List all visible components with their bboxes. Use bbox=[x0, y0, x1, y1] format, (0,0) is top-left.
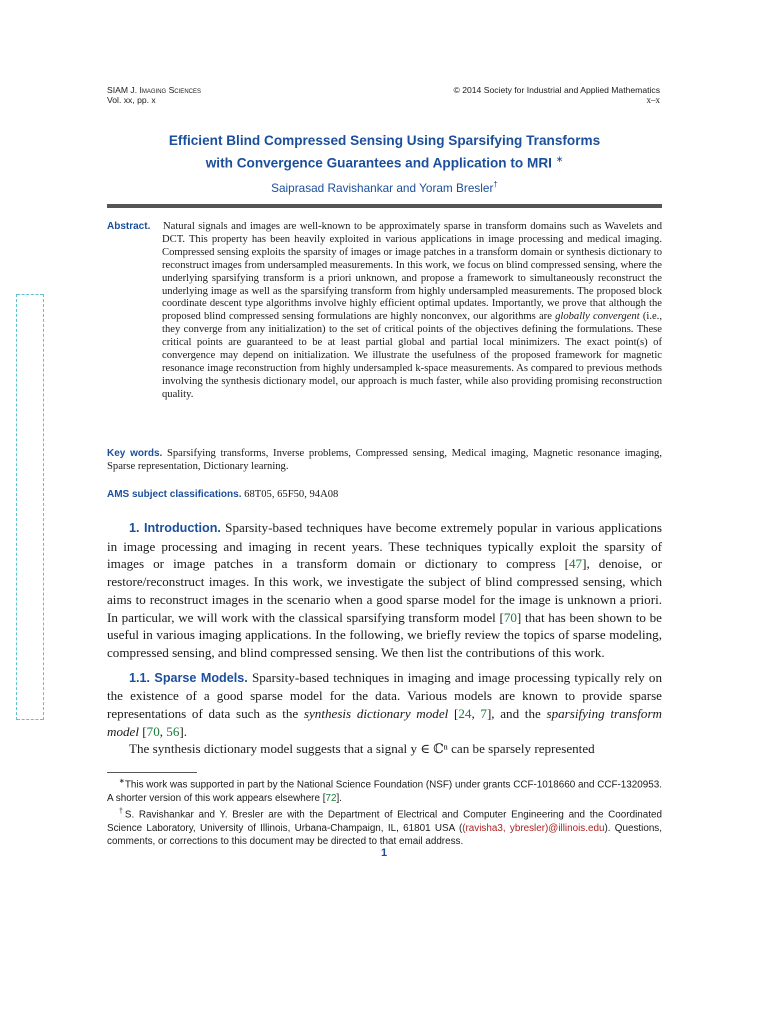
footnote-rule bbox=[107, 772, 197, 773]
section-heading-introduction: 1. Introduction. bbox=[129, 521, 221, 535]
intro-p1-text-b: ], denoise, or restore/reconstruct images. In this work, we investigate the subject of blind compressed sensing, which aims to reconstruct images in the scenario when a good sparse model for the image is unknown a priori. In particular, we will work with the classical sparsifying transform model [ bbox=[107, 556, 663, 625]
author-names: Saiprasad Ravishankar and Yoram Bresler bbox=[271, 180, 494, 195]
title-footnote-mark: ∗ bbox=[555, 154, 564, 164]
intro-p2-text-e: [ bbox=[139, 723, 147, 739]
intro-paragraph-2 bbox=[107, 669, 662, 741]
ams-label: AMS subject classifications. bbox=[107, 489, 242, 500]
citation-link-72[interactable]: 72 bbox=[325, 792, 337, 804]
keywords-label: Key words. bbox=[107, 448, 163, 459]
citation-link-70[interactable]: 70 bbox=[503, 609, 517, 625]
copyright-notice: © 2014 Society for Industrial and Applied Mathematics bbox=[453, 85, 660, 95]
intro-p2-text-b: [ bbox=[448, 706, 459, 722]
footnote-2-mark: † bbox=[119, 808, 125, 816]
citation-link-56[interactable]: 56 bbox=[166, 723, 180, 739]
subsection-heading-sparse-models: 1.1. Sparse Models. bbox=[129, 670, 248, 685]
footnotes-block bbox=[107, 775, 662, 849]
intro-p2-text-g: ]. bbox=[179, 723, 188, 739]
footnote-2-text-a: S. Ravishankar and Y. Bresler are with the Department of Electrical and Computer Engineering and the Coordinated Science Laboratory, University of Illinois, Urbana-Champaign, IL, 61801 USA ( bbox=[107, 809, 662, 834]
introduction-section bbox=[107, 519, 662, 758]
ams-codes: 68T05, 65F50, 94A08 bbox=[244, 489, 339, 500]
abstract-label: Abstract. bbox=[107, 221, 151, 232]
citation-link-47[interactable]: 47 bbox=[569, 556, 583, 572]
annotation-margin-box bbox=[16, 294, 44, 720]
title-line-2: with Convergence Guarantees and Application to MRI bbox=[205, 155, 552, 171]
intro-paragraph-3: The synthesis dictionary model suggests that a signal y ∈ ℂⁿ can be sparsely represented bbox=[129, 741, 595, 757]
paper-title bbox=[107, 132, 662, 173]
intro-p2-text-d: ], and the bbox=[486, 706, 547, 722]
abstract-text-part-2: (i.e., they converge from any initialization) to the set of critical points of the objectives defining the formulations. These critical points are guaranteed to be at least partial global and partial local minimizers. The exact point(s) of convergence may depend on initialization. We illustrate the usefulness of the proposed framework for magnetic resonance image reconstruction from highly undersampled k-space measurements. As compared to previous methods involving the synthesis dictionary model, our approach is much faster, while also providing promising reconstruction quality. bbox=[162, 311, 662, 400]
abstract-text bbox=[162, 221, 662, 402]
citation-link-7[interactable]: 7 bbox=[480, 706, 487, 722]
title-line-1: Efficient Blind Compressed Sensing Using Sparsifying Transforms bbox=[168, 133, 601, 148]
footnote-2 bbox=[107, 805, 662, 849]
footnote-1-text-b: ]. bbox=[336, 792, 342, 804]
journal-name: SIAM J. Imaging Sciences bbox=[107, 85, 201, 95]
volume-info: Vol. xx, pp. x bbox=[107, 95, 156, 105]
author-footnote-mark: † bbox=[493, 180, 498, 189]
intro-p1-text-c: ] that has been shown to be useful in various imaging applications. In the following, we briefly review the topics of sparse modeling, compressed sensing, and blind compressed sensing. We then list the contributions of this work. bbox=[107, 609, 662, 660]
author-line bbox=[107, 180, 662, 195]
footnote-1-mark: ∗ bbox=[119, 778, 125, 785]
abstract-emphasis: globally convergent bbox=[555, 311, 640, 323]
intro-p2-text-a: Sparsity-based techniques in imaging and image processing typically rely on the existence of a good sparse model for the data. Various models are known to provide sparse representations of data such as the bbox=[107, 669, 662, 722]
intro-p2-text-c: , bbox=[471, 706, 481, 722]
running-header-left bbox=[107, 85, 201, 105]
title-rule bbox=[107, 204, 662, 208]
keywords-block bbox=[107, 448, 662, 474]
footnote-1 bbox=[107, 775, 662, 805]
email-link[interactable]: (ravisha3, ybresler)@illinois.edu bbox=[462, 822, 605, 834]
keywords-text: Sparsifying transforms, Inverse problems, Compressed sensing, Medical imaging, Magnetic resonance imaging, Sparse representation, Dictionary learning. bbox=[107, 448, 662, 472]
page-number: 1 bbox=[380, 847, 388, 859]
citation-link-24[interactable]: 24 bbox=[458, 706, 472, 722]
page-range: x–x bbox=[646, 95, 660, 105]
running-header-right bbox=[454, 85, 661, 105]
ams-classification bbox=[107, 488, 662, 501]
intro-paragraph-1 bbox=[107, 519, 662, 662]
intro-p1-text-a: Sparsity-based techniques have become extremely popular in various applications in image processing and imaging in recent years. These techniques typically exploit the sparsity of images or image patches in a transform domain or dictionary to compress [ bbox=[107, 520, 662, 572]
intro-p2-text-f: , bbox=[159, 723, 167, 739]
abstract-block bbox=[107, 221, 662, 402]
intro-p2-emphasis-1: synthesis dictionary model bbox=[303, 706, 449, 722]
footnote-1-text-a: This work was supported in part by the National Science Foundation (NSF) under grants CCF-1018660 and CCF-1320953. A shorter version of this work appears elsewhere [ bbox=[107, 779, 662, 804]
intro-p2-emphasis-2: sparsifying transform model bbox=[107, 706, 662, 739]
footnote-2-text-b: ). Questions, comments, or corrections to this document may be directed to that email address. bbox=[107, 822, 662, 848]
citation-link-70b[interactable]: 70 bbox=[146, 723, 160, 739]
abstract-text-part-1: Natural signals and images are well-known to be approximately sparse in transform domains such as Wavelets and DCT. This property has been heavily exploited in various applications in image processing and medical imaging. Compressed sensing exploits the sparsity of images or image patches in a transform domain or synthesis dictionary to reconstruct images from undersampled measurements. In this work, we focus on blind compressed sensing, where the underlying sparsifying transform is a priori unknown, and propose a framework to simultaneously reconstruct the underlying image as well as the sparsifying transform from highly undersampled measurements. The proposed block coordinate descent type algorithms involve highly efficient optimal updates. Importantly, we prove that although the proposed blind compressed sensing formulations are highly nonconvex, our algorithms are bbox=[162, 221, 662, 323]
